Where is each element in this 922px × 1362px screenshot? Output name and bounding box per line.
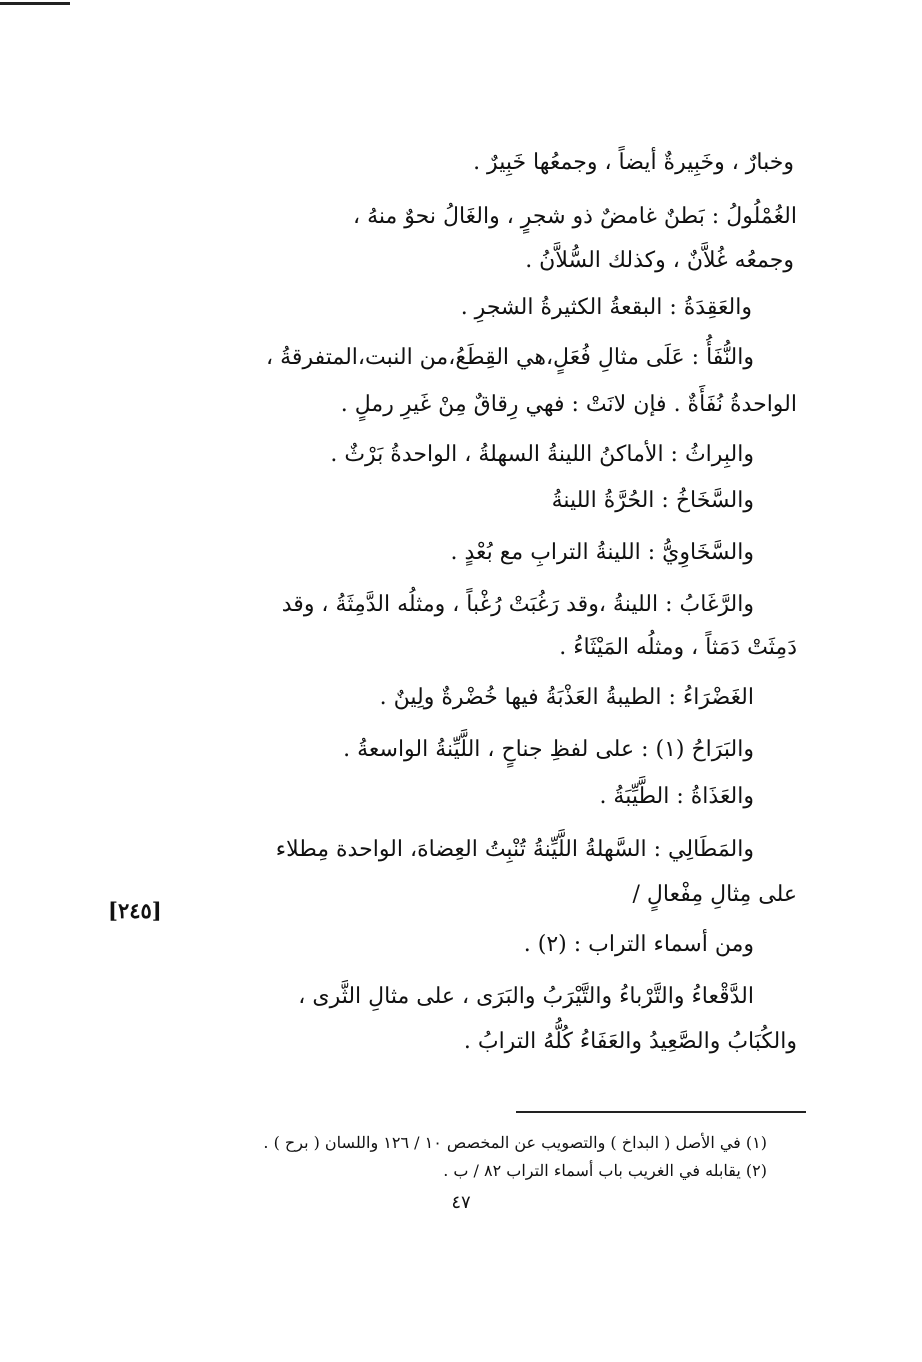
text-line: والبِراثُ : الأماكنُ اللينةُ السهلةُ ، الواحدةُ بَرْثٌ .: [330, 442, 754, 467]
page-reference-marker: [٢٤٥]: [108, 898, 162, 923]
text-line: والسَّخَاخُ : الحُرَّةُ اللينةُ: [551, 488, 754, 513]
text-line: والنُّفَأُ : عَلَى مثالِ فُعَلٍ،هي القِطَعُ،من النبت،المتفرقةُ ،: [266, 345, 754, 370]
text-line: والمَطَالِي : السَّهلةُ اللَّيِّنةُ تُنْبِتُ العِضاهَ، الواحدة مِطلاء: [275, 837, 754, 862]
footnote: (١) في الأصل ( البداخ ) والتصويب عن المخصص ١٠ / ١٢٦ واللسان ( برح ) .: [263, 1133, 767, 1152]
text-line: على مِثالِ مِفْعالٍ /: [632, 882, 797, 907]
text-line: والبَرَاحُ (١) : على لفظِ جناحٍ ، اللَّيِّنةُ الواسعةُ .: [343, 737, 754, 762]
scan-edge-line: [0, 2, 70, 5]
footnote: (٢) يقابله في الغريب باب أسماء التراب ٨٢ / ب .: [443, 1161, 767, 1180]
text-line: والرَّغَابُ : اللينةُ ،وقد رَغُبَتْ رُغْباً ، ومثلُه الدَّمِثَةُ ، وقد: [281, 592, 754, 617]
text-line: الغَضْرَاءُ : الطيبةُ العَذْبَةُ فيها خُضْرةٌ ولِينٌ .: [379, 685, 754, 710]
text-line: والكُبَابُ والصَّعِيدُ والعَفَاءُ كُلُّهُ الترابُ .: [463, 1029, 797, 1054]
text-line: وجمعُه غُلاَّنٌ ، وكذلك السُّلاَّنُ .: [525, 248, 794, 273]
text-line: دَمِثَتْ دَمَثاً ، ومثلُه المَيْثَاءُ .: [559, 635, 797, 660]
text-line: وخبارٌ ، وخَبِيرةٌ أيضاً ، وجمعُها خَبِيرٌ .: [473, 150, 794, 175]
footnote-separator: [516, 1111, 806, 1113]
text-line: الغُمْلُولُ : بَطنٌ غامضٌ ذو شجرٍ ، والغَالُ نحوٌ منهُ ،: [352, 204, 797, 229]
page-number: ٤٧: [451, 1192, 471, 1213]
text-line: الواحدةُ نُفَأَةٌ . فإن لانَتْ : فهي رِقاقٌ مِنْ غَيرِ رملٍ .: [340, 392, 797, 417]
text-line: والسَّخَاوِيُّ : اللينةُ الترابِ مع بُعْدٍ .: [450, 540, 754, 565]
text-line: والعَقِدَةُ : البقعةُ الكثيرةُ الشجرِ .: [460, 295, 752, 320]
text-line: والعَذَاةُ : الطَّيِّبَةُ .: [599, 784, 754, 809]
text-line: ومن أسماء التراب : (٢) .: [523, 932, 754, 957]
text-line: الدَّقْعاءُ والتَّرْباءُ والتَّيْرَبُ والبَرَى ، على مثالِ الثَّرى ،: [298, 984, 754, 1009]
